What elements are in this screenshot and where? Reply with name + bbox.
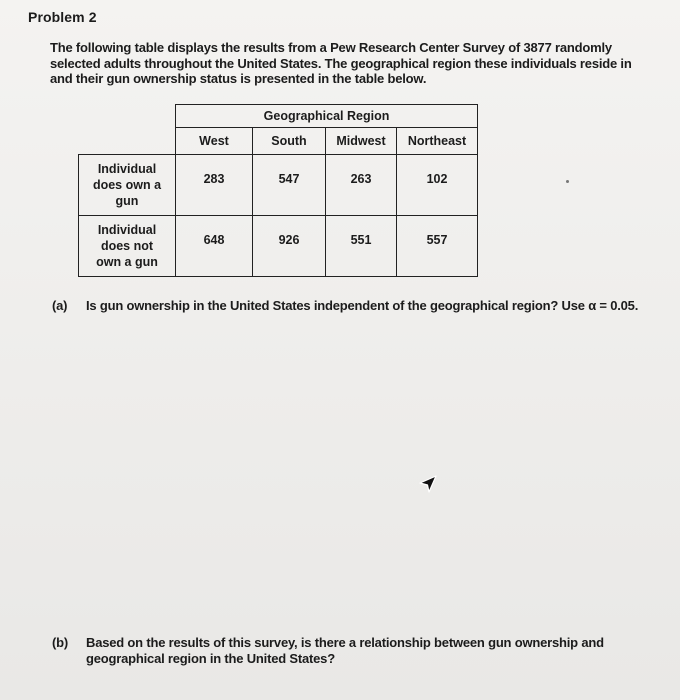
- intro-line: The following table displays the results from a Pew Research Center Survey of 3877 randomly: [50, 40, 612, 55]
- page-speck: [566, 180, 569, 183]
- question-b-text: Based on the results of this survey, is there a relationship between gun ownership and: [86, 635, 604, 650]
- row-label-owns-gun: [79, 155, 176, 216]
- table-cell: [176, 216, 253, 277]
- row-label-line: Individual: [97, 162, 157, 176]
- question-b-letter: (b): [52, 635, 68, 650]
- row-label-not-own-gun: [79, 216, 176, 277]
- table-cell: [253, 216, 326, 277]
- table-cell: [176, 155, 253, 216]
- row-label-line: own a gun: [96, 255, 158, 269]
- table-cell: [397, 216, 478, 277]
- cell-value: 283: [203, 172, 225, 186]
- cell-value: 263: [350, 172, 372, 186]
- problem-title: Problem 2: [28, 9, 97, 25]
- row-label-line: does not: [100, 239, 154, 253]
- question-a-text: Is gun ownership in the United States independent of the geographical region? Use α = 0.05.: [86, 298, 639, 313]
- contingency-table: [78, 104, 478, 277]
- table-cell: [253, 155, 326, 216]
- row-label-line: does own a: [92, 178, 162, 192]
- cell-value: 557: [426, 233, 448, 247]
- intro-paragraph: [50, 40, 650, 87]
- cell-value: 648: [203, 233, 225, 247]
- column-header-midwest: Midwest: [326, 128, 397, 155]
- column-group-header: Geographical Region: [176, 105, 478, 128]
- question-a: [52, 298, 638, 314]
- table-corner-blank: [79, 105, 176, 128]
- table-cell: [326, 216, 397, 277]
- question-b-line: [52, 635, 652, 651]
- question-a-letter: (a): [52, 298, 68, 313]
- table-row: [79, 155, 478, 216]
- table-row: [79, 216, 478, 277]
- row-label-line: Individual: [97, 223, 157, 237]
- column-header-northeast: Northeast: [397, 128, 478, 155]
- question-b-line: geographical region in the United States?: [86, 650, 335, 666]
- column-header-south: South: [253, 128, 326, 155]
- row-label-line: gun: [115, 194, 139, 208]
- intro-line: and their gun ownership status is presented in the table below.: [50, 71, 427, 86]
- table-cell: [326, 155, 397, 216]
- intro-line: selected adults throughout the United States. The geographical region these individuals reside in: [50, 55, 632, 71]
- cell-value: 102: [426, 172, 448, 186]
- mouse-pointer-icon: [418, 474, 438, 494]
- cell-value: 547: [278, 172, 300, 186]
- question-b: [52, 635, 652, 666]
- table-cell: [397, 155, 478, 216]
- cell-value: 926: [278, 233, 300, 247]
- column-header-west: West: [176, 128, 253, 155]
- cell-value: 551: [350, 233, 372, 247]
- table-corner-blank: [79, 128, 176, 155]
